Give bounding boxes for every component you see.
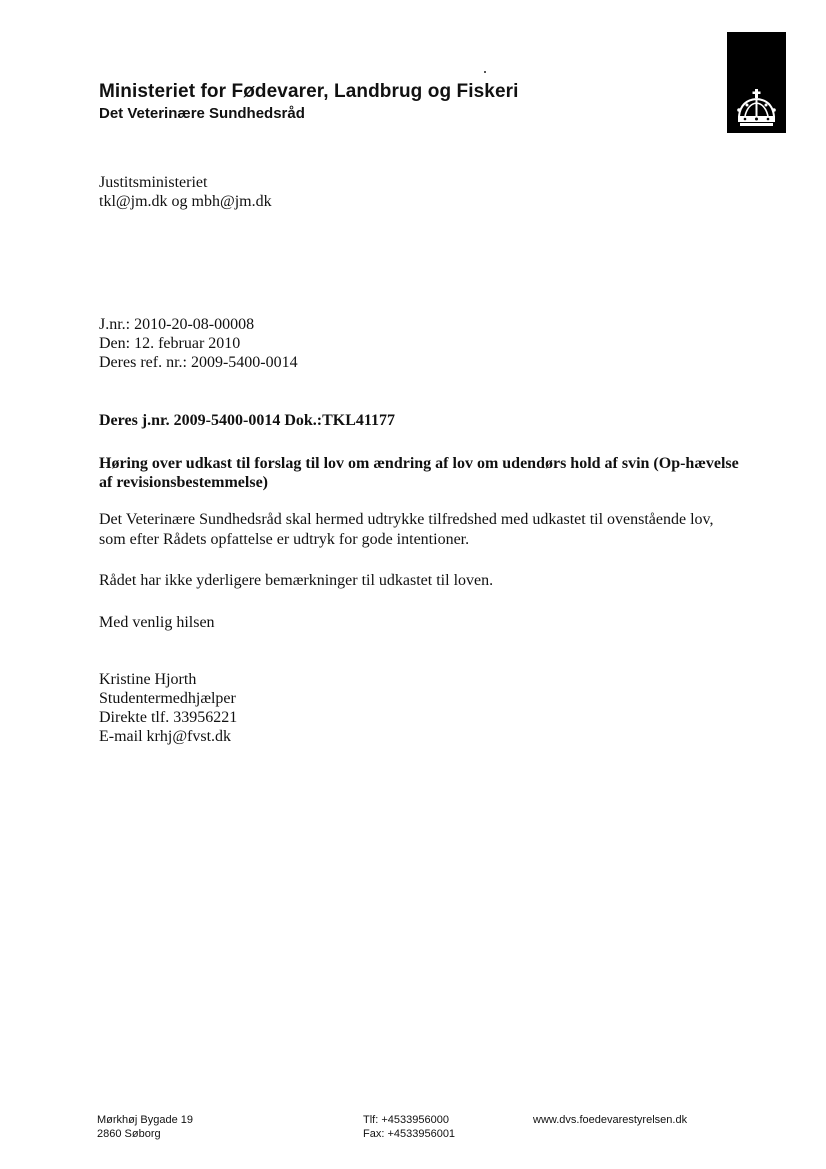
ministry-name: Ministeriet for Fødevarer, Landbrug og Fiskeri bbox=[99, 81, 519, 102]
footer-address bbox=[97, 1113, 193, 1141]
body-paragraph-2: Rådet har ikke yderligere bemærkninger til udkastet til loven. bbox=[99, 572, 494, 589]
signature-title: Studentermedhjælper bbox=[99, 690, 236, 707]
footer-city: 2860 Søborg bbox=[97, 1128, 161, 1140]
footer-fax-number: Fax: +4533956001 bbox=[363, 1128, 456, 1140]
closing-salutation: Med venlig hilsen bbox=[99, 614, 215, 631]
recipient-name: Justitsministeriet bbox=[99, 174, 208, 191]
crown-logo bbox=[727, 32, 786, 133]
signature-phone: Direkte tlf. 33956221 bbox=[99, 709, 238, 726]
subject-heading: Høring over udkast til forslag til lov om ændring af lov om udendørs hold af svin (Op-hævelse af revisionsbestemmelse) bbox=[99, 455, 739, 491]
crown-icon bbox=[727, 32, 786, 133]
recipient-emails: tkl@jm.dk og mbh@jm.dk bbox=[99, 193, 272, 210]
footer-website: www.dvs.foedevarestyrelsen.dk bbox=[533, 1114, 688, 1126]
letter-date: Den: 12. februar 2010 bbox=[99, 335, 241, 352]
signature-name: Kristine Hjorth bbox=[99, 671, 197, 688]
your-reference: Deres ref. nr.: 2009-5400-0014 bbox=[99, 354, 298, 371]
signature-email: E-mail krhj@fvst.dk bbox=[99, 728, 232, 745]
reference-block bbox=[99, 315, 298, 372]
footer-contact bbox=[363, 1113, 455, 1141]
signature-block bbox=[99, 670, 237, 746]
footer-phone-number: Tlf: +4533956000 bbox=[363, 1114, 449, 1126]
journal-number: J.nr.: 2010-20-08-00008 bbox=[99, 316, 255, 333]
case-reference: Deres j.nr. 2009-5400-0014 Dok.:TKL41177 bbox=[99, 412, 395, 429]
body-paragraph-1: Det Veterinære Sundhedsråd skal hermed udtrykke tilfredshed med udkastet til ovenstående lov, som efter Rådets opfattelse er udtryk for gode intentioner. bbox=[99, 511, 714, 548]
agency-name: Det Veterinære Sundhedsråd bbox=[99, 105, 305, 122]
footer-street: Mørkhøj Bygade 19 bbox=[97, 1114, 193, 1126]
scan-speck bbox=[484, 71, 486, 73]
recipient-block bbox=[99, 173, 272, 211]
